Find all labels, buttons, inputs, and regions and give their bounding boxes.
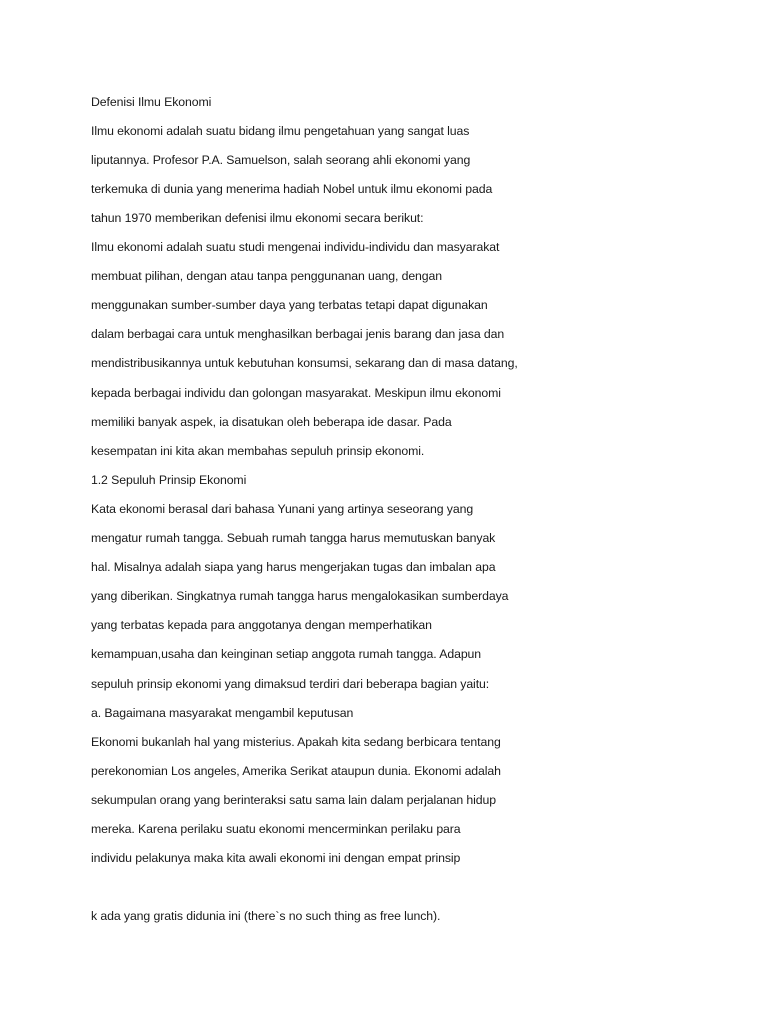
paragraph-line: membuat pilihan, dengan atau tanpa penggunanan uang, dengan bbox=[91, 269, 443, 283]
paragraph-line: individu pelakunya maka kita awali ekonomi ini dengan empat prinsip bbox=[91, 851, 461, 865]
section-heading: 1.2 Sepuluh Prinsip Ekonomi bbox=[91, 473, 247, 487]
paragraph-line: memiliki banyak aspek, ia disatukan oleh beberapa ide dasar. Pada bbox=[91, 415, 452, 429]
paragraph-line: Ekonomi bukanlah hal yang misterius. Apakah kita sedang berbicara tentang bbox=[91, 735, 501, 749]
paragraph-line: k ada yang gratis didunia ini (there`s no such thing as free lunch). bbox=[91, 909, 441, 923]
paragraph-line: Kata ekonomi berasal dari bahasa Yunani yang artinya seseorang yang bbox=[91, 502, 474, 516]
paragraph-line: Ilmu ekonomi adalah suatu studi mengenai individu-individu dan masyarakat bbox=[91, 240, 500, 254]
paragraph-line: yang terbatas kepada para anggotanya dengan memperhatikan bbox=[91, 618, 432, 632]
paragraph-line: Ilmu ekonomi adalah suatu bidang ilmu pengetahuan yang sangat luas bbox=[91, 124, 470, 138]
paragraph-line: sepuluh prinsip ekonomi yang dimaksud terdiri dari beberapa bagian yaitu: bbox=[91, 677, 490, 691]
paragraph-line: hal. Misalnya adalah siapa yang harus mengerjakan tugas dan imbalan apa bbox=[91, 560, 496, 574]
paragraph-line: mereka. Karena perilaku suatu ekonomi mencerminkan perilaku para bbox=[91, 822, 461, 836]
paragraph-line: yang diberikan. Singkatnya rumah tangga harus mengalokasikan sumberdaya bbox=[91, 589, 509, 603]
paragraph-line: menggunakan sumber-sumber daya yang terbatas tetapi dapat digunakan bbox=[91, 298, 488, 312]
paragraph-line: mendistribusikannya untuk kebutuhan konsumsi, sekarang dan di masa datang, bbox=[91, 356, 518, 370]
paragraph-line: tahun 1970 memberikan defenisi ilmu ekonomi secara berikut: bbox=[91, 211, 424, 225]
paragraph-line: liputannya. Profesor P.A. Samuelson, salah seorang ahli ekonomi yang bbox=[91, 153, 471, 167]
paragraph-line: kepada berbagai individu dan golongan masyarakat. Meskipun ilmu ekonomi bbox=[91, 386, 501, 400]
paragraph-line: kesempatan ini kita akan membahas sepuluh prinsip ekonomi. bbox=[91, 444, 425, 458]
paragraph-line: perekonomian Los angeles, Amerika Serikat ataupun dunia. Ekonomi adalah bbox=[91, 764, 501, 778]
paragraph-line: mengatur rumah tangga. Sebuah rumah tangga harus memutuskan banyak bbox=[91, 531, 496, 545]
subsection-heading: a. Bagaimana masyarakat mengambil keputusan bbox=[91, 706, 354, 720]
paragraph-line: sekumpulan orang yang berinteraksi satu sama lain dalam perjalanan hidup bbox=[91, 793, 496, 807]
document-heading: Defenisi Ilmu Ekonomi bbox=[91, 95, 212, 109]
paragraph-line: kemampuan,usaha dan keinginan setiap anggota rumah tangga. Adapun bbox=[91, 647, 482, 661]
paragraph-line: dalam berbagai cara untuk menghasilkan berbagai jenis barang dan jasa dan bbox=[91, 327, 505, 341]
paragraph-line: terkemuka di dunia yang menerima hadiah Nobel untuk ilmu ekonomi pada bbox=[91, 182, 493, 196]
